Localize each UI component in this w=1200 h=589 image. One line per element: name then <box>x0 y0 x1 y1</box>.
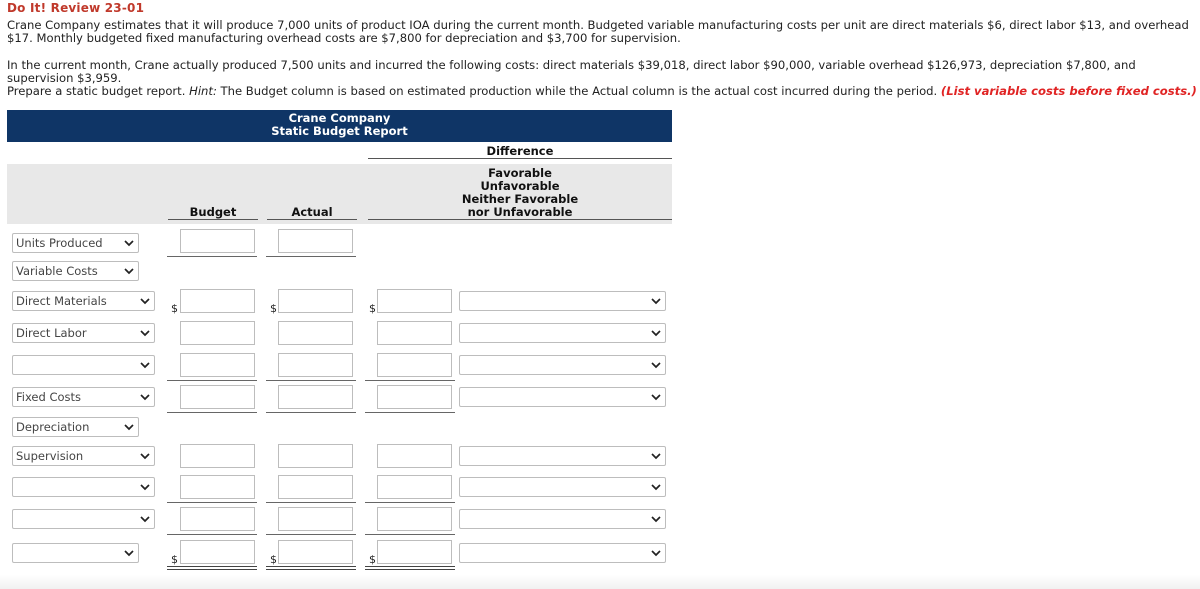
row-label-select[interactable]: Supervision <box>12 446 155 466</box>
favorability-select[interactable] <box>459 543 666 563</box>
dollar-sign: $ <box>369 553 376 566</box>
budget-input[interactable] <box>180 229 255 253</box>
row-label-select[interactable]: Fixed Costs <box>12 387 155 407</box>
chevron-down-icon <box>651 296 661 306</box>
ordering-note: (List variable costs before fixed costs.) <box>940 84 1197 98</box>
company-name: Crane Company <box>288 111 391 125</box>
difference-input[interactable] <box>377 444 452 468</box>
actual-input[interactable] <box>278 321 353 345</box>
budget-input[interactable] <box>180 353 255 377</box>
chevron-down-icon <box>651 514 661 524</box>
row-label-select[interactable]: Depreciation <box>12 417 139 437</box>
budget-input[interactable] <box>180 385 255 409</box>
difference-input[interactable] <box>377 507 452 531</box>
actual-input[interactable] <box>278 507 353 531</box>
row-label-select[interactable]: Direct Materials <box>12 291 155 311</box>
budget-input[interactable] <box>180 540 255 564</box>
option-neither-favorable: Neither Favorable <box>461 192 579 206</box>
chevron-down-icon <box>651 392 661 402</box>
dollar-sign: $ <box>171 302 178 315</box>
actual-input[interactable] <box>278 444 353 468</box>
favorability-select[interactable] <box>459 355 666 375</box>
chevron-down-icon <box>140 360 150 370</box>
difference-options <box>368 167 672 219</box>
instruction-text: Prepare a static budget report. <box>7 84 190 98</box>
dollar-sign: $ <box>270 553 277 566</box>
difference-input[interactable] <box>377 540 452 564</box>
budget-input[interactable] <box>180 289 255 313</box>
chevron-down-icon <box>124 422 134 432</box>
chevron-down-icon <box>124 238 134 248</box>
favorability-select[interactable] <box>459 446 666 466</box>
chevron-down-icon <box>124 266 134 276</box>
budget-column-header: Budget <box>189 205 237 219</box>
difference-input[interactable] <box>377 475 452 499</box>
row-label-select[interactable]: Variable Costs <box>12 261 139 281</box>
chevron-down-icon <box>651 548 661 558</box>
budget-input[interactable] <box>180 444 255 468</box>
chevron-down-icon <box>140 514 150 524</box>
chevron-down-icon <box>140 392 150 402</box>
hint-text: The Budget column is based on estimated production while the Actual column is the actual cost incurred during the period. <box>216 84 941 98</box>
actual-input[interactable] <box>278 289 353 313</box>
chevron-down-icon <box>140 482 150 492</box>
option-favorable: Favorable <box>488 166 552 180</box>
dollar-sign: $ <box>171 553 178 566</box>
dollar-sign: $ <box>369 302 376 315</box>
difference-input[interactable] <box>377 353 452 377</box>
favorability-select[interactable] <box>459 291 666 311</box>
actual-input[interactable] <box>278 475 353 499</box>
difference-input[interactable] <box>377 385 452 409</box>
option-nor-unfavorable: nor Unfavorable <box>467 205 573 219</box>
chevron-down-icon <box>651 482 661 492</box>
report-name: Static Budget Report <box>271 124 408 138</box>
budget-input[interactable] <box>180 475 255 499</box>
difference-input[interactable] <box>377 289 452 313</box>
actual-column-header: Actual <box>291 205 333 219</box>
row-label-select[interactable] <box>12 477 155 497</box>
chevron-down-icon <box>124 548 134 558</box>
chevron-down-icon <box>140 296 150 306</box>
row-label-select[interactable] <box>12 509 155 529</box>
chevron-down-icon <box>651 328 661 338</box>
problem-paragraph-3 <box>7 85 1197 98</box>
row-label-select[interactable]: Direct Labor <box>12 323 155 343</box>
chevron-down-icon <box>140 328 150 338</box>
row-label-select[interactable] <box>12 543 139 563</box>
favorability-select[interactable] <box>459 323 666 343</box>
chevron-down-icon <box>651 451 661 461</box>
option-unfavorable: Unfavorable <box>480 179 560 193</box>
hint-label: Hint: <box>189 84 217 98</box>
favorability-select[interactable] <box>459 477 666 497</box>
budget-input[interactable] <box>180 507 255 531</box>
budget-input[interactable] <box>180 321 255 345</box>
actual-input[interactable] <box>278 229 353 253</box>
row-label-select[interactable] <box>12 355 155 375</box>
problem-paragraph-1: Crane Company estimates that it will produce 7,000 units of product IOA during the current month. Budgeted variable manufacturing costs per unit are direct materials $6, direct labor $13, and overhead $17. Monthly budgeted fixed manufacturing overhead costs are $7,800 for depreciation and $3,700 for supervision. <box>7 18 1189 45</box>
chevron-down-icon <box>140 451 150 461</box>
favorability-select[interactable] <box>459 509 666 529</box>
page-title: Do It! Review 23-01 <box>7 1 145 15</box>
difference-column-header: Difference <box>486 144 554 158</box>
difference-input[interactable] <box>377 321 452 345</box>
chevron-down-icon <box>651 360 661 370</box>
report-header-banner <box>7 110 672 142</box>
dollar-sign: $ <box>270 302 277 315</box>
actual-input[interactable] <box>278 385 353 409</box>
problem-paragraph-2: In the current month, Crane actually produced 7,500 units and incurred the following costs: direct materials $39,018, direct labor $90,000, variable overhead $126,973, depreciation $7,800, and supervision $3,959. <box>7 58 1136 85</box>
actual-input[interactable] <box>278 540 353 564</box>
row-label-select[interactable]: Units Produced <box>12 233 139 253</box>
favorability-select[interactable] <box>459 387 666 407</box>
actual-input[interactable] <box>278 353 353 377</box>
